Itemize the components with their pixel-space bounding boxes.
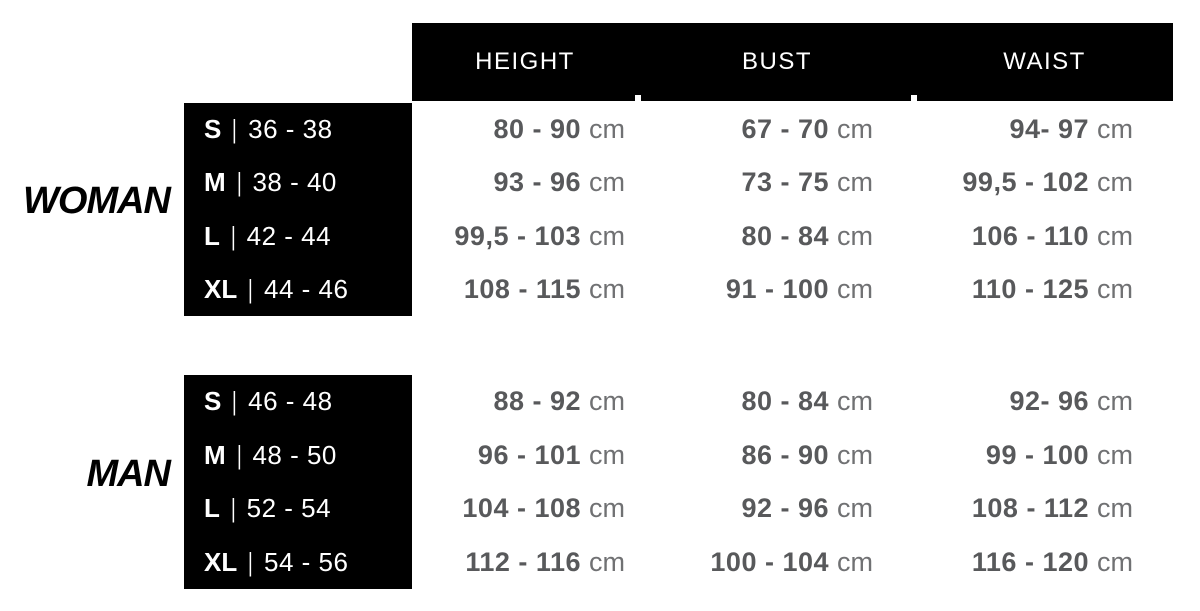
height-cell — [412, 263, 638, 316]
height-cell — [412, 103, 638, 156]
unit-label: cm — [1097, 273, 1133, 304]
table-row — [412, 263, 1173, 316]
column-header-bust: BUST — [741, 48, 812, 75]
height-cell — [412, 429, 638, 483]
size-row — [204, 482, 412, 536]
size-row — [204, 156, 412, 209]
unit-label: cm — [1097, 167, 1133, 198]
size-range: 44 - 46 — [264, 273, 349, 304]
unit-label: cm — [837, 546, 873, 577]
unit-label: cm — [589, 114, 625, 145]
waist-value: 94- 97 — [1009, 114, 1089, 145]
waist-cell — [916, 429, 1173, 483]
unit-label: cm — [589, 546, 625, 577]
woman-data-grid — [412, 103, 1173, 316]
bust-value: 67 - 70 — [741, 114, 829, 145]
height-cell — [412, 536, 638, 590]
unit-label: cm — [837, 114, 873, 145]
bust-cell — [638, 375, 916, 429]
size-letter: S — [204, 386, 222, 417]
size-separator: | — [248, 546, 253, 577]
size-row — [204, 536, 412, 590]
height-value: 88 - 92 — [493, 386, 581, 417]
size-row — [204, 263, 412, 316]
size-letter: L — [204, 220, 220, 251]
size-separator: | — [248, 273, 253, 304]
size-separator: | — [232, 386, 238, 417]
waist-cell — [916, 263, 1173, 316]
size-letter: XL — [204, 273, 238, 304]
unit-label: cm — [837, 439, 873, 470]
height-value: 93 - 96 — [493, 167, 581, 198]
unit-label: cm — [837, 493, 873, 524]
unit-label: cm — [589, 273, 625, 304]
size-row — [204, 429, 412, 483]
waist-cell — [916, 103, 1173, 156]
unit-label: cm — [1097, 439, 1133, 470]
unit-label: cm — [1097, 220, 1133, 251]
man-section — [0, 375, 1200, 589]
table-row — [412, 103, 1173, 156]
unit-label: cm — [589, 386, 625, 417]
unit-label: cm — [1097, 493, 1133, 524]
waist-cell — [916, 536, 1173, 590]
bust-cell — [638, 263, 916, 316]
table-row — [412, 210, 1173, 263]
height-value: 96 - 101 — [477, 439, 581, 470]
bust-value: 80 - 84 — [741, 220, 829, 251]
height-value: 112 - 116 — [465, 546, 581, 577]
size-range: 48 - 50 — [252, 439, 337, 470]
woman-label: WOMAN — [23, 180, 170, 222]
height-value: 99,5 - 103 — [454, 220, 581, 251]
size-separator: | — [230, 220, 236, 251]
waist-cell — [916, 156, 1173, 209]
bust-value: 80 - 84 — [741, 386, 829, 417]
height-value: 108 - 115 — [463, 273, 581, 304]
man-size-box — [184, 375, 412, 589]
height-cell — [412, 210, 638, 263]
bust-cell — [638, 156, 916, 209]
size-range: 38 - 40 — [252, 167, 337, 198]
unit-label: cm — [589, 167, 625, 198]
waist-cell — [916, 482, 1173, 536]
unit-label: cm — [589, 220, 625, 251]
column-header-waist: WAIST — [1003, 48, 1086, 75]
height-cell — [412, 156, 638, 209]
size-row — [204, 210, 412, 263]
height-value: 80 - 90 — [493, 114, 581, 145]
table-row — [412, 536, 1173, 590]
bust-value: 73 - 75 — [741, 167, 829, 198]
unit-label: cm — [837, 220, 873, 251]
waist-value: 92- 96 — [1009, 386, 1089, 417]
size-separator: | — [236, 167, 242, 198]
size-separator: | — [236, 439, 242, 470]
unit-label: cm — [837, 167, 873, 198]
height-cell — [412, 482, 638, 536]
size-letter: M — [204, 167, 226, 198]
size-letter: XL — [204, 546, 238, 577]
bust-cell — [638, 536, 916, 590]
bust-cell — [638, 482, 916, 536]
waist-value: 110 - 125 — [971, 273, 1089, 304]
unit-label: cm — [1097, 114, 1133, 145]
waist-cell — [916, 210, 1173, 263]
bust-cell — [638, 103, 916, 156]
table-row — [412, 429, 1173, 483]
table-row — [412, 482, 1173, 536]
header-divider-notch — [911, 95, 917, 101]
woman-section — [0, 103, 1200, 316]
header-divider-notch — [635, 95, 641, 101]
man-label: MAN — [86, 452, 170, 495]
woman-size-box — [184, 103, 412, 316]
bust-value: 91 - 100 — [725, 273, 829, 304]
unit-label: cm — [589, 439, 625, 470]
height-value: 104 - 108 — [462, 493, 581, 524]
unit-label: cm — [589, 493, 625, 524]
size-letter: M — [204, 439, 226, 470]
waist-cell — [916, 375, 1173, 429]
size-range: 42 - 44 — [246, 220, 332, 251]
size-range: 54 - 56 — [264, 546, 349, 577]
size-range: 36 - 38 — [248, 114, 333, 145]
height-cell — [412, 375, 638, 429]
bust-value: 86 - 90 — [741, 439, 829, 470]
man-data-grid — [412, 375, 1173, 589]
waist-value: 99,5 - 102 — [962, 167, 1089, 198]
unit-label: cm — [837, 386, 873, 417]
size-separator: | — [230, 493, 236, 524]
size-range: 46 - 48 — [248, 386, 333, 417]
column-header-bar — [412, 23, 1173, 101]
size-letter: S — [204, 114, 222, 145]
size-separator: | — [232, 114, 238, 145]
waist-value: 106 - 110 — [971, 220, 1089, 251]
table-row — [412, 375, 1173, 429]
size-row — [204, 103, 412, 156]
waist-value: 108 - 112 — [971, 493, 1089, 524]
bust-value: 92 - 96 — [741, 493, 829, 524]
table-row — [412, 156, 1173, 209]
size-row — [204, 375, 412, 429]
waist-value: 99 - 100 — [985, 439, 1089, 470]
unit-label: cm — [1097, 386, 1133, 417]
bust-cell — [638, 210, 916, 263]
size-letter: L — [204, 493, 220, 524]
unit-label: cm — [837, 273, 873, 304]
column-header-height: HEIGHT — [475, 48, 575, 75]
waist-value: 116 - 120 — [971, 546, 1089, 577]
unit-label: cm — [1097, 546, 1133, 577]
bust-cell — [638, 429, 916, 483]
size-range: 52 - 54 — [246, 493, 332, 524]
bust-value: 100 - 104 — [710, 546, 829, 577]
